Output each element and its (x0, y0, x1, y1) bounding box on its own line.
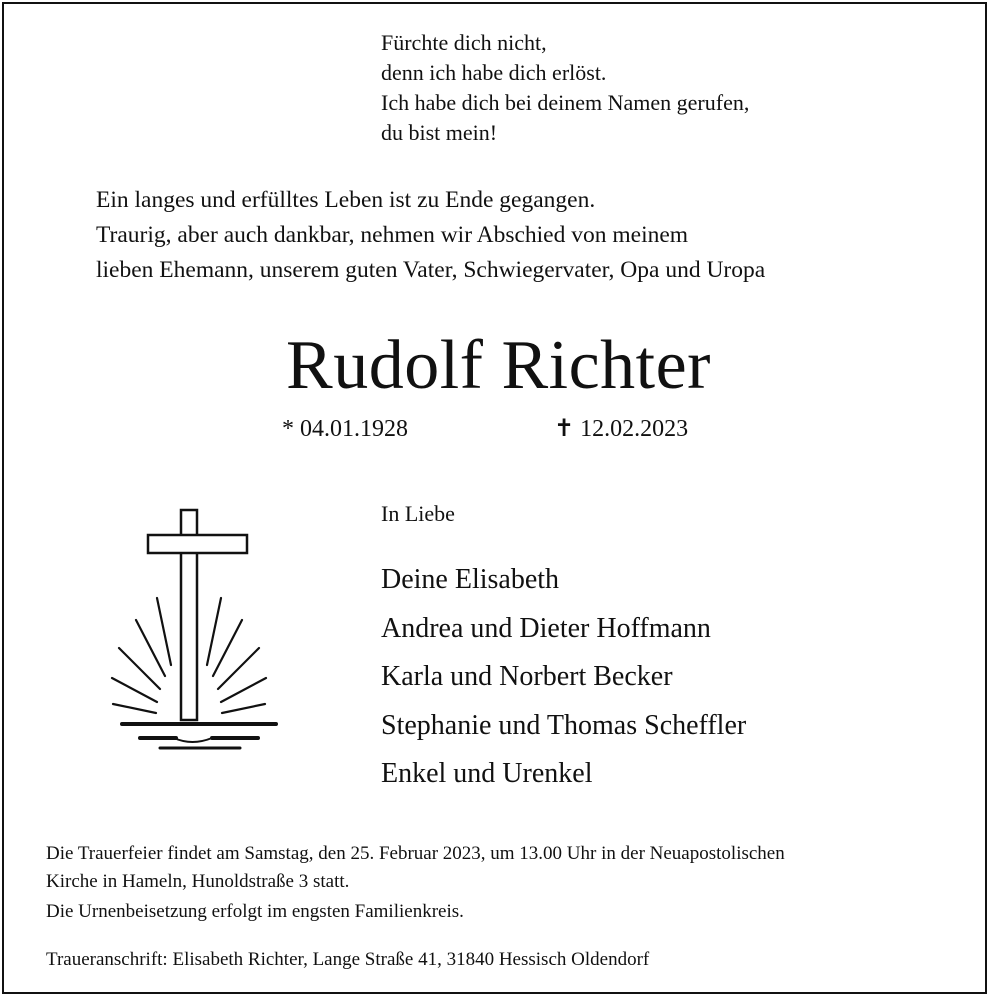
notice-frame (2, 2, 987, 994)
burial-info: Die Urnenbeisetzung erfolgt im engsten Familienkreis. (46, 901, 464, 922)
mourner-name: Enkel und Urenkel (381, 758, 593, 789)
mourner-name: Stephanie und Thomas Scheffler (381, 709, 747, 741)
death-date: 12.02.2023 (580, 416, 689, 442)
funeral-line: Die Trauerfeier findet am Samstag, den 25. Februar 2023, um 13.00 Uhr in der Neuapostolischen (46, 843, 785, 864)
verse-line: du bist mein! (381, 120, 498, 145)
birth-date: * 04.01.1928 (282, 416, 408, 442)
mourners-list (381, 556, 746, 799)
death-date-group (554, 414, 688, 444)
deceased-name: Rudolf Richter (286, 327, 711, 404)
mourner-name: Andrea und Dieter Hoffmann (381, 612, 711, 644)
verse-line: Fürchte dich nicht, (381, 30, 547, 55)
intro-line: Ein langes und erfülltes Leben ist zu Ende gegangen. (96, 187, 596, 213)
intro-line: lieben Ehemann, unserem guten Vater, Schwiegervater, Opa und Uropa (96, 257, 766, 283)
cross-icon: ✝ (554, 416, 575, 442)
cross-sunrise-emblem-icon (100, 502, 300, 762)
bible-verse (381, 28, 749, 148)
intro-line: Traurig, aber auch dankbar, nehmen wir Abschied von meinem (96, 222, 689, 248)
intro-text (96, 183, 765, 288)
mourner-name: Karla und Norbert Becker (381, 661, 673, 692)
mourners-intro: In Liebe (381, 501, 455, 526)
funeral-line: Kirche in Hameln, Hunoldstraße 3 statt. (46, 871, 350, 892)
mourning-address: Traueranschrift: Elisabeth Richter, Lange Straße 41, 31840 Hessisch Oldendorf (46, 949, 650, 970)
funeral-info (46, 840, 785, 896)
verse-line: denn ich habe dich erlöst. (381, 60, 607, 85)
verse-line: Ich habe dich bei deinem Namen gerufen, (381, 90, 750, 115)
mourner-name: Deine Elisabeth (381, 564, 560, 595)
